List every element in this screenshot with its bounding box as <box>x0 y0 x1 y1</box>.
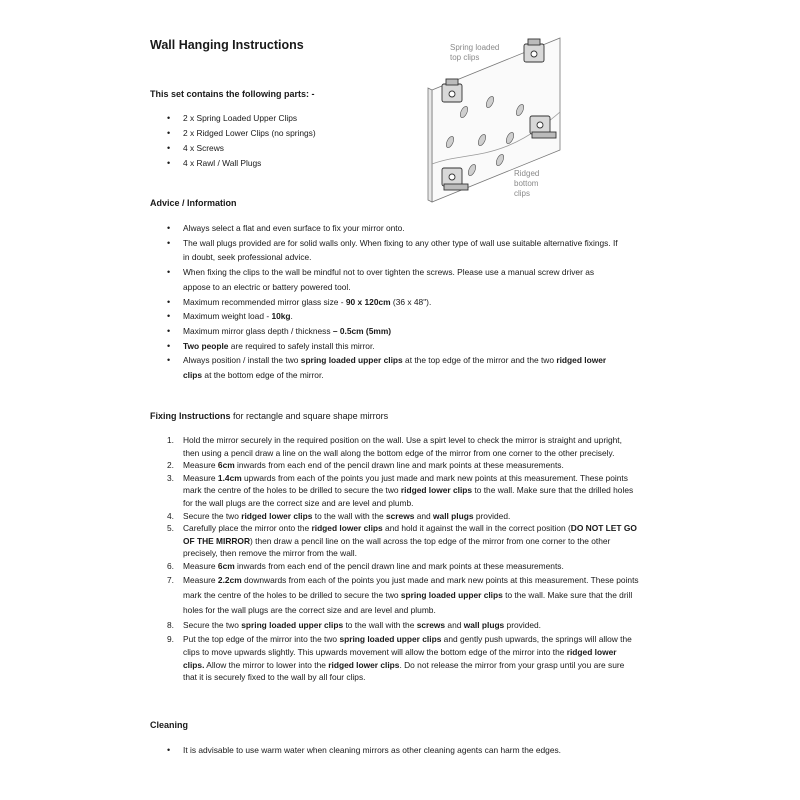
fixing-heading-bold: Fixing Instructions <box>150 411 231 421</box>
text: Hold the mirror securely in the required position on the wall. Use a spirt level to check the mirror is straight and upright, then using a pencil draw a line on the wall along the bottom edge of the mirror from one corner to the other precisely. <box>183 435 622 458</box>
text: at the top edge of the mirror and the two <box>402 355 557 366</box>
text: and gently push upwards, the springs will allow the clips to move upwards slightly. This upwards movement will allow the bottom edge of the mirror into the <box>183 634 632 657</box>
text: Secure the two <box>183 510 242 521</box>
emphasis: ridged lower clips. <box>183 646 617 670</box>
list-item <box>150 339 620 354</box>
text: Maximum recommended mirror glass size - <box>183 296 346 307</box>
step-item <box>150 573 640 619</box>
diagram-label: Spring loaded <box>450 43 500 52</box>
emphasis: screws <box>416 620 446 631</box>
emphasis: spring loaded upper clips <box>400 589 503 600</box>
text: inwards from each end of the pencil drawn line and mark points at these measurements. <box>234 460 564 471</box>
upper-clip-icon <box>524 39 544 62</box>
text: ) then draw a pencil line on the wall across the top edge of the mirror from one corner to the other precisely, then remove the mirror from the wall. <box>183 535 611 559</box>
parts-heading: This set contains the following parts: - <box>150 89 315 99</box>
text: and <box>445 620 464 631</box>
text: and <box>414 510 434 521</box>
emphasis: wall plugs <box>433 510 474 521</box>
text: Always position / install the two <box>183 355 301 366</box>
list-item: • 4 x Screws <box>150 141 620 156</box>
step-number: 1. <box>167 435 174 445</box>
list-item <box>150 295 620 310</box>
emphasis: Two people <box>183 340 229 351</box>
text: at the bottom edge of the mirror. <box>202 370 324 381</box>
text: . Do not release the mirror from your grasp until you are sure that it is securely fixed to the wall by all four clips. <box>183 659 625 683</box>
list-item <box>150 236 620 265</box>
text: provided. <box>473 510 511 521</box>
text: (36 x 48"). <box>390 296 432 307</box>
cleaning-heading: Cleaning <box>150 720 189 730</box>
text: Measure <box>183 574 218 585</box>
step-item <box>150 618 640 633</box>
text: are required to safely install this mirror. <box>228 340 375 351</box>
text: When fixing the clips to the wall be mindful not to over tighten the screws. Please use a manual screw driver as appose to an electric or battery powered tool. <box>183 267 595 292</box>
text: provided. <box>504 620 542 631</box>
emphasis: 1.4cm <box>217 472 242 483</box>
emphasis: ridged lower clips <box>183 355 607 381</box>
list-item <box>150 221 620 236</box>
text: . <box>290 311 293 322</box>
emphasis: 6cm <box>217 560 235 571</box>
list-item <box>150 309 620 324</box>
emphasis: spring loaded upper clips <box>300 355 403 366</box>
emphasis: ridged lower clips <box>400 485 473 496</box>
diagram-label: bottom <box>514 179 539 188</box>
diagram-label: top clips <box>450 53 480 62</box>
text: Measure <box>183 560 218 571</box>
emphasis: wall plugs <box>463 620 505 631</box>
emphasis: spring loaded upper clips <box>241 620 344 631</box>
text: Carefully place the mirror onto the <box>183 523 312 534</box>
cleaning-list <box>150 743 620 758</box>
step-item <box>150 560 640 573</box>
emphasis: – 0.5cm (5mm) <box>332 325 392 336</box>
fixing-heading-rest: for rectangle and square shape mirrors <box>230 411 389 421</box>
step-number: 3. <box>167 472 174 483</box>
list-item: • 2 x Ridged Lower Clips (no springs) <box>150 126 620 141</box>
emphasis: 10kg <box>271 311 291 322</box>
step-number: 8. <box>167 620 174 631</box>
diagram-label: clips <box>514 189 531 198</box>
step-item <box>150 434 640 459</box>
emphasis: 2.2cm <box>217 574 242 585</box>
text: downwards from each of the points you just made and mark new points at this measurement. These points mark the centre of the holes to be drilled to secure the two <box>183 574 639 600</box>
step-number: 5. <box>167 523 174 534</box>
step-number: 4. <box>167 510 174 521</box>
text: inwards from each end of the pencil drawn line and mark points at these measurements. <box>234 560 564 571</box>
step-item <box>150 633 640 683</box>
step-number: 2. <box>167 460 174 471</box>
emphasis: screws <box>385 510 415 521</box>
text: The wall plugs provided are for solid walls only. When fixing to any other type of wall use suitable alternative fixings. If in doubt, seek professional advice. <box>183 237 618 263</box>
emphasis: DO NOT LET GO OF THE MIRROR <box>183 523 637 546</box>
emphasis: ridged lower clips <box>241 510 313 521</box>
text: Measure <box>183 472 218 483</box>
step-number: 9. <box>167 634 174 645</box>
fixing-heading <box>150 411 388 421</box>
emphasis: spring loaded upper clips <box>339 634 442 645</box>
step-number: 7. <box>167 574 174 585</box>
text: and hold it against the wall in the correct position ( <box>382 523 571 534</box>
advice-list <box>150 221 620 383</box>
list-item: • It is advisable to use warm water when cleaning mirrors as other cleaning agents can harm the edges. <box>150 743 620 758</box>
list-item: • 4 x Rawl / Wall Plugs <box>150 156 620 171</box>
list-item <box>150 324 620 339</box>
text: Maximum weight load - <box>183 311 272 322</box>
text: Always select a flat and even surface to fix your mirror onto. <box>183 223 405 233</box>
step-item <box>150 522 640 560</box>
fixing-steps <box>150 434 640 684</box>
text: Measure <box>183 460 218 471</box>
step-item <box>150 510 640 523</box>
step-item <box>150 459 640 472</box>
text: to the wall with the <box>343 620 417 631</box>
emphasis: 6cm <box>217 460 235 471</box>
text: Maximum mirror glass depth / thickness <box>183 325 333 336</box>
clip-diagram <box>420 32 570 210</box>
diagram-label: Ridged <box>514 169 540 178</box>
list-item <box>150 265 620 294</box>
text: Secure the two <box>183 620 242 631</box>
text: to the wall with the <box>312 510 386 521</box>
step-number: 6. <box>167 560 174 571</box>
emphasis: 90 x 120cm <box>345 296 391 307</box>
text: to the wall. Make sure that the drill holes for the wall plugs are the correct size and are level and plumb. <box>183 589 633 615</box>
text: Allow the mirror to lower into the <box>204 659 329 670</box>
list-item: • 2 x Spring Loaded Upper Clips <box>150 111 620 126</box>
text: upwards from each of the points you just made and mark new points at this measurement. These points mark the centre of the holes to be drilled to secure the two <box>183 472 628 496</box>
page-title: Wall Hanging Instructions <box>150 38 304 52</box>
emphasis: ridged lower clips <box>328 659 400 670</box>
step-item <box>150 472 640 510</box>
list-item <box>150 353 620 382</box>
emphasis: ridged lower clips <box>311 523 383 534</box>
advice-heading: Advice / Information <box>150 198 237 208</box>
text: Put the top edge of the mirror into the two <box>183 634 340 645</box>
text: to the wall. Make sure that the drilled holes for the wall plugs are the correct size and are level and plumb. <box>183 485 634 508</box>
